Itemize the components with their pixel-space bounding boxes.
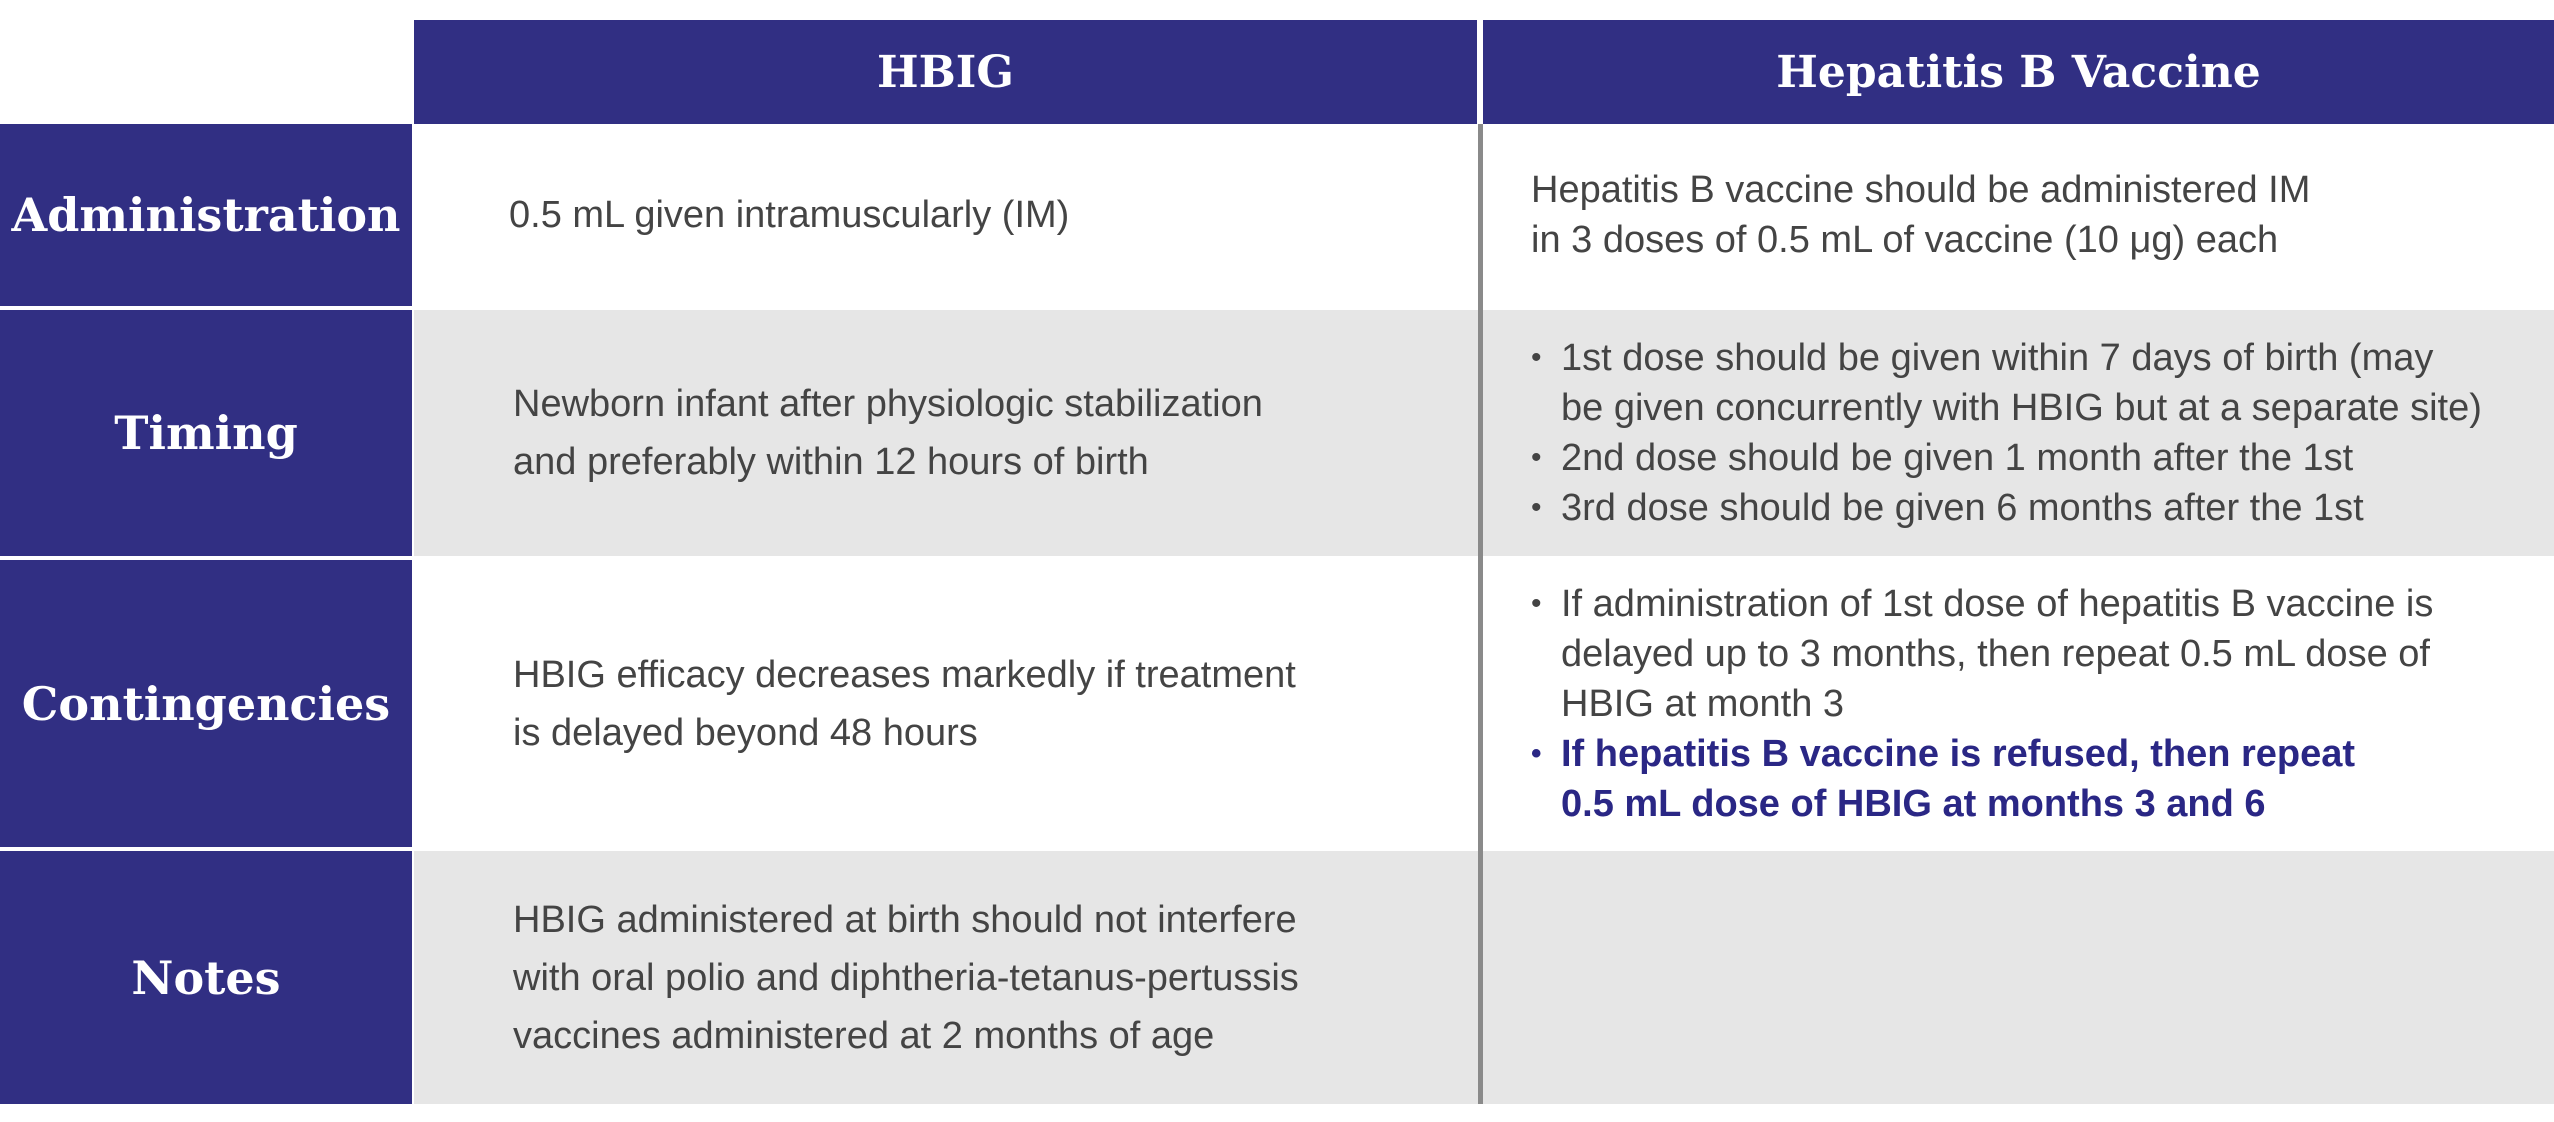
column-header-vaccine-label: Hepatitis B Vaccine xyxy=(1776,46,2261,98)
row-header-contingencies xyxy=(0,560,412,847)
list-item: • 1st dose should be given within 7 days of birth (may be given concurrently with HBIG but at a separate site) xyxy=(1531,333,2482,433)
hbig-cell-notes xyxy=(513,851,1453,1104)
row-header-label: Timing xyxy=(114,406,298,460)
vaccine-cell-contingencies xyxy=(1531,560,2551,847)
row-header-administration xyxy=(0,124,412,306)
column-header-hbig xyxy=(414,20,1477,124)
vaccine-cell-administration xyxy=(1531,124,2541,306)
row-header-timing xyxy=(0,310,412,556)
hbig-cell-timing xyxy=(513,310,1453,556)
column-header-vaccine xyxy=(1483,20,2554,124)
vaccine-cell-notes xyxy=(1531,851,2541,1104)
vaccine-timing-list xyxy=(1531,333,2482,533)
row-header-label: Notes xyxy=(131,950,281,1005)
hbig-timing-text: Newborn infant after physiologic stabilization and preferably within 12 hours of birth xyxy=(513,383,1263,483)
hbig-administration-text: 0.5 mL given intramuscularly (IM) xyxy=(509,194,1070,236)
list-item: • 2nd dose should be given 1 month after the 1st xyxy=(1531,433,2482,483)
list-item: • If administration of 1st dose of hepatitis B vaccine is delayed up to 3 months, then repeat 0.5 mL dose of HBIG at month 3 xyxy=(1531,579,2433,729)
vaccine-contingencies-list xyxy=(1531,579,2433,829)
row-header-notes xyxy=(0,851,412,1104)
list-item: • 3rd dose should be given 6 months after the 1st xyxy=(1531,483,2482,533)
hbig-cell-contingencies xyxy=(513,560,1453,847)
column-divider xyxy=(1478,124,1483,1104)
hbig-contingencies-text: HBIG efficacy decreases markedly if treatment is delayed beyond 48 hours xyxy=(513,653,1296,754)
row-header-label: Contingencies xyxy=(21,676,391,731)
list-item-emphasized: • If hepatitis B vaccine is refused, then repeat 0.5 mL dose of HBIG at months 3 and 6 xyxy=(1531,729,2433,829)
vaccine-administration-text: Hepatitis B vaccine should be administered IM in 3 doses of 0.5 mL of vaccine (10 μg) each xyxy=(1531,169,2311,261)
column-header-hbig-label: HBIG xyxy=(877,46,1014,98)
hbig-cell-administration xyxy=(509,124,1449,306)
hbig-notes-text: HBIG administered at birth should not interfere with oral polio and diphtheria-tetanus-pertussis vaccines administered at 2 months of age xyxy=(513,898,1299,1057)
vaccine-cell-timing xyxy=(1531,310,2551,556)
row-header-label: Administration xyxy=(11,188,401,242)
